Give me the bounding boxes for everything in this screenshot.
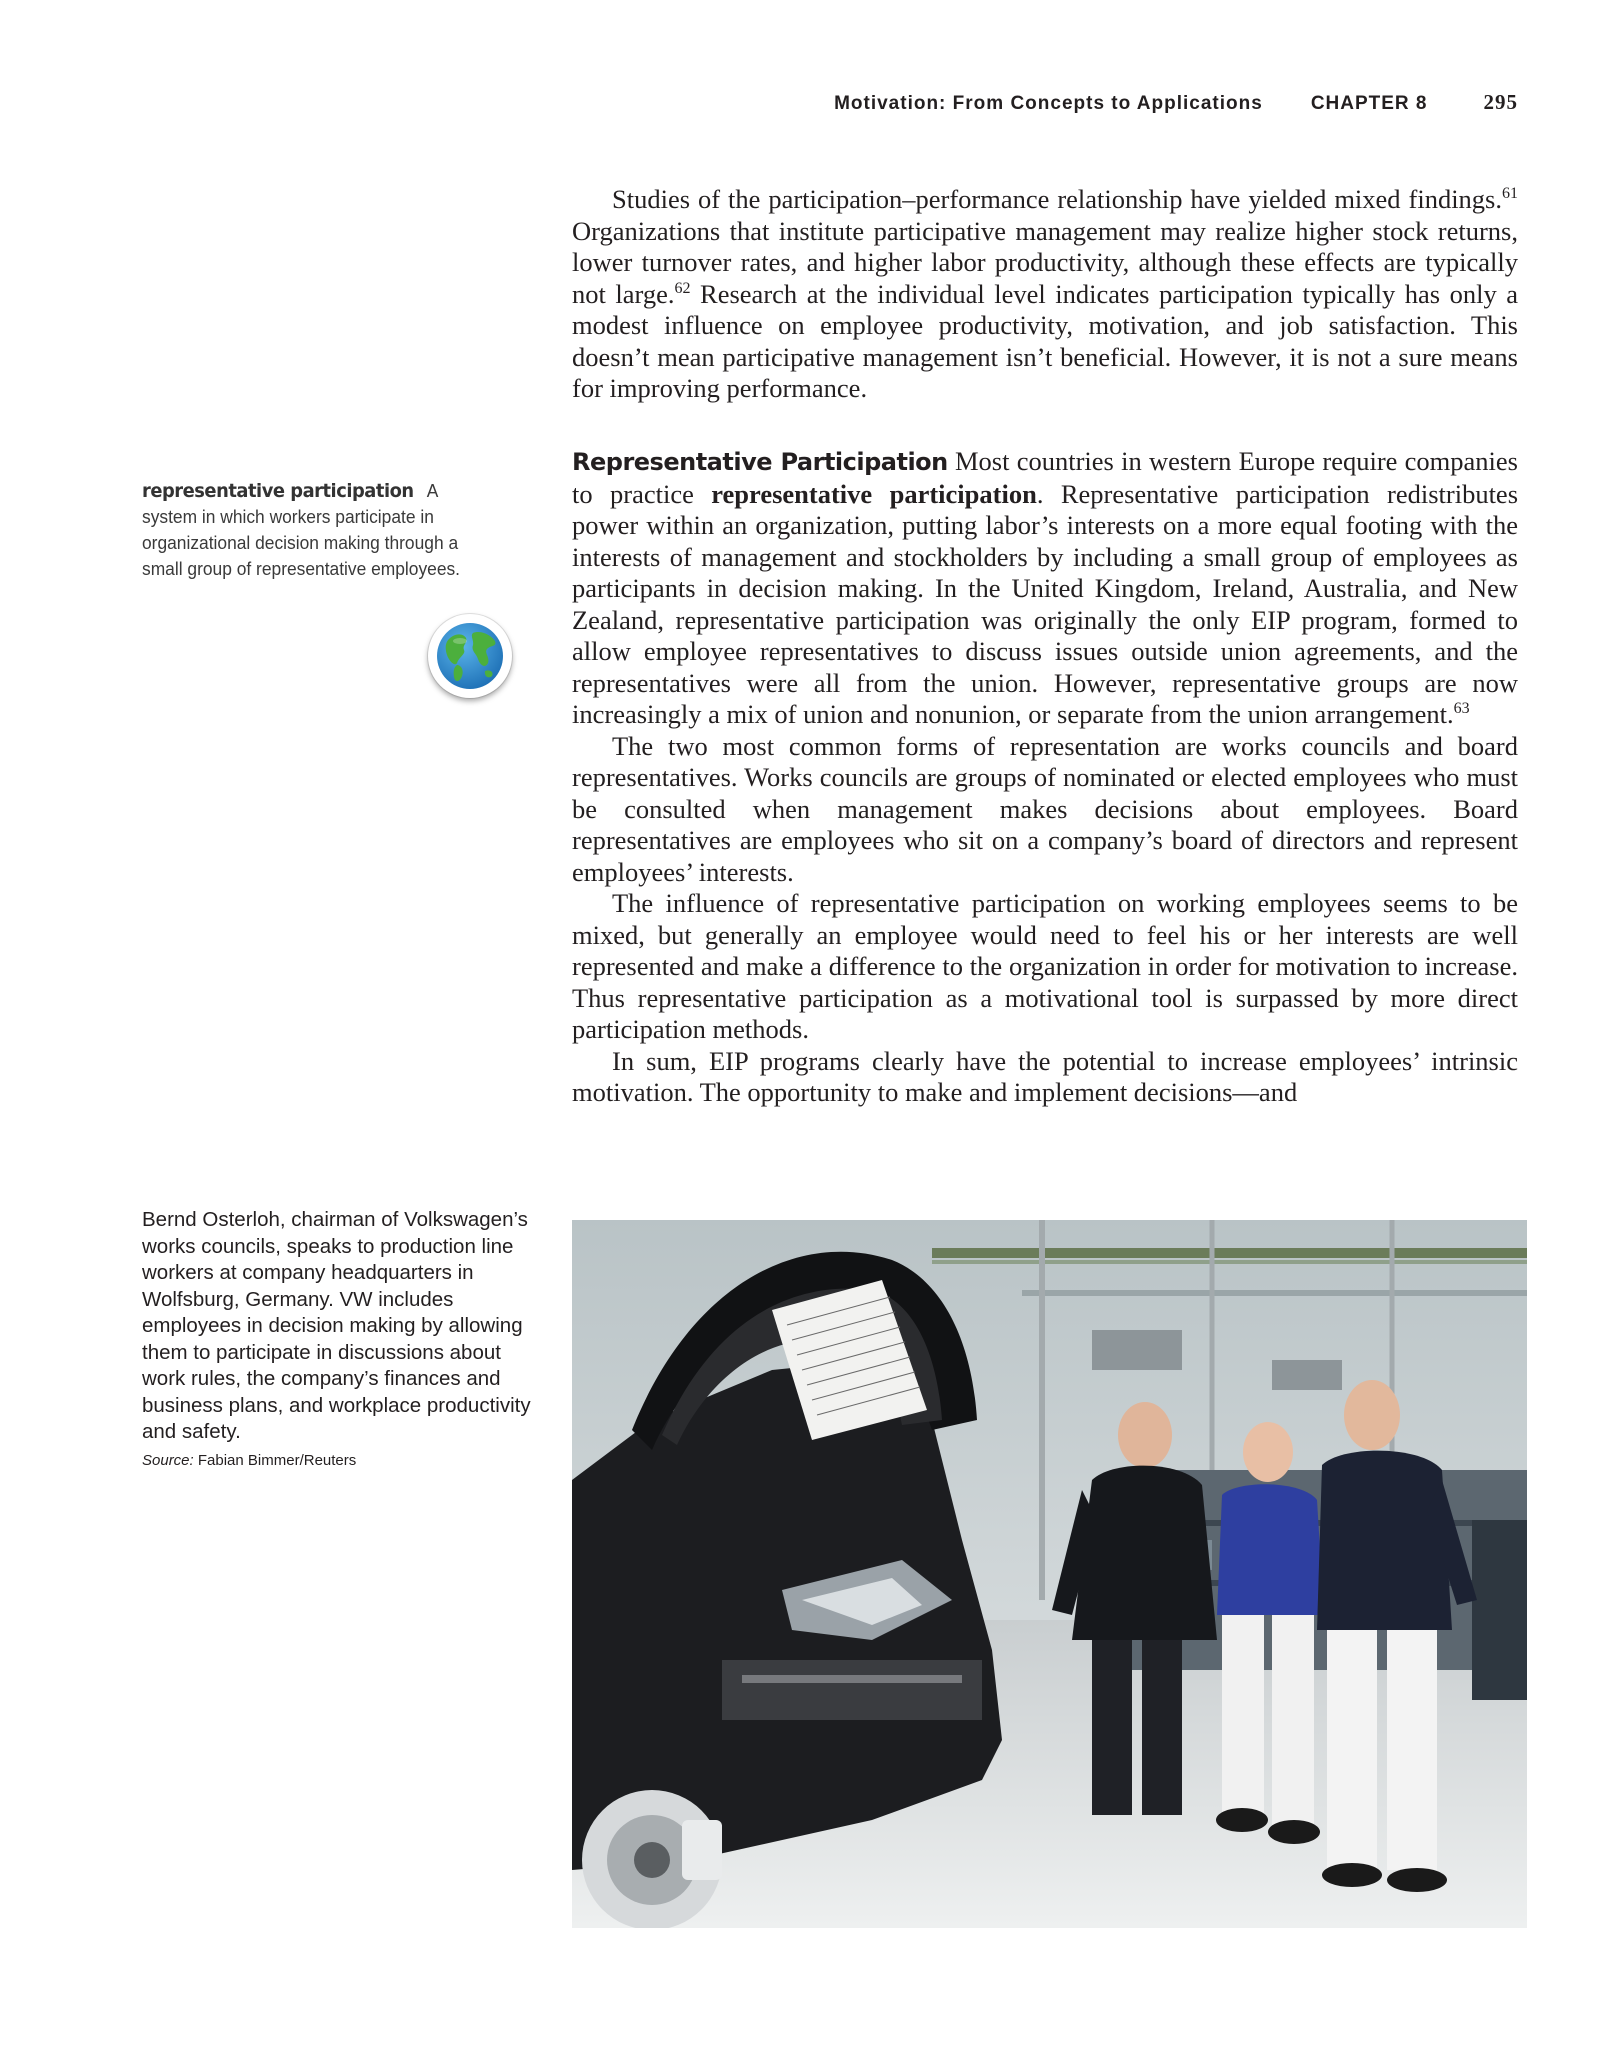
key-term: representative participation	[711, 478, 1037, 509]
factory-photo	[572, 1220, 1527, 1928]
caption-text: Bernd Osterloh, chairman of Volkswagen’s works councils, speaks to production line workers at company headquarters in Wolfsburg, Germany. VW includes employees in decision making by allowing them to participate in discussions about work rules, the company’s finances and business plans, and workplace productivity and safety.	[142, 1208, 531, 1443]
intro-paragraph	[572, 184, 1518, 405]
globe-icon	[428, 614, 512, 698]
footnote-ref-62: 62	[674, 279, 691, 297]
rep-paragraph-4: In sum, EIP programs clearly have the potential to increase employees’ intrinsic motivation. The opportunity to make and implement decisions—and	[572, 1045, 1518, 1107]
source-label: Source:	[142, 1451, 194, 1469]
rep-paragraph-1	[572, 446, 1518, 731]
rep-text-b: . Representative participation redistributes power within an organization, putting labor’s interests on a more equal footing with the interests of management and stockholders by including a small group of employees as participants in decision making. In the United Kingdom, Ireland, Australia, and New Zealand, representative participation was originally the only EIP program, formed to allow employee representatives to discuss issues outside union agreements, and the representatives were all from the union. However, representative groups are now increasingly a mix of union and nonunion, or separate from the union arrangement.	[572, 478, 1519, 729]
intro-text-a: Studies of the participation–performance relationship have yielded mixed findings.	[612, 184, 1502, 214]
footnote-ref-63: 63	[1453, 700, 1470, 718]
rep-paragraph-3: The influence of representative participation on working employees seems to be mixed, but generally an employee would need to feel his or her interests are well represented and make a difference to the organization in order for motivation to increase. Thus representative participation as a motivational tool is surpassed by more direct participation methods.	[572, 888, 1518, 1044]
photo-credit	[142, 1450, 534, 1472]
rep-text-a: Most countries in western Europe require companies to practice	[572, 446, 1518, 509]
photo-caption	[142, 1207, 534, 1472]
representative-participation-section	[572, 446, 1518, 1109]
source-text: Fabian Bimmer/Reuters	[193, 1451, 357, 1469]
chapter-label: CHAPTER 8	[1310, 93, 1428, 114]
section-heading: Representative Participation	[572, 448, 948, 476]
running-head-title: Motivation: From Concepts to Applications	[834, 93, 1263, 114]
page-number: 295	[1483, 90, 1518, 114]
intro-text-c: Research at the individual level indicates participation typically has only a modest influence on employee productivity, motivation, and job satisfaction. This doesn’t mean participative management isn’t beneficial. However, it is not a sure means for improving performance.	[572, 278, 1518, 403]
running-head	[834, 90, 1518, 115]
glossary-definition	[142, 478, 497, 582]
glossary-text: A system in which workers participate in organizational decision making through a small group of representative employees.	[142, 480, 461, 579]
glossary-term: representative participation	[142, 480, 414, 502]
footnote-ref-61: 61	[1502, 185, 1518, 203]
intro-text-b: Organizations that institute participative management may realize higher stock returns, lower turnover rates, and higher labor productivity, although these effects are typically not large.	[572, 215, 1518, 309]
intro-section	[572, 184, 1518, 405]
rep-paragraph-2: The two most common forms of representation are works councils and board representatives. Works councils are groups of nominated or elected employees who must be consulted when management makes decisions about employees. Board representatives are employees who sit on a company’s board of directors and represent employees’ interests.	[572, 730, 1518, 887]
